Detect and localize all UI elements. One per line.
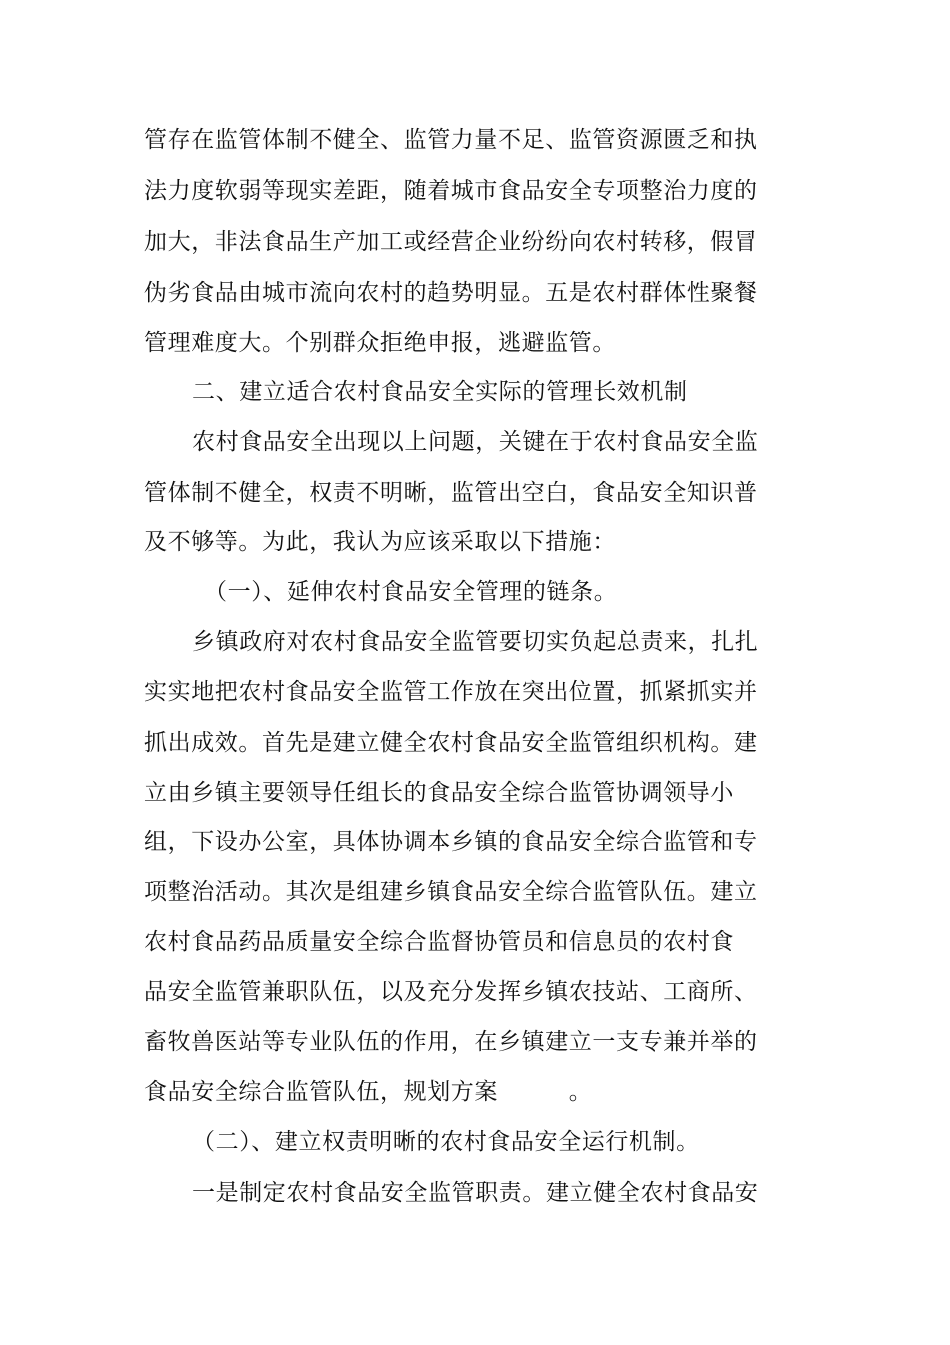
body-text-line: 品安全监管兼职队伍，以及充分发挥乡镇农技站、工商所、 <box>144 979 758 1005</box>
body-text-line: 管理难度大。个别群众拒绝申报，逃避监管。 <box>144 330 616 356</box>
body-text-line: 农村食品安全出现以上问题，关键在于农村食品安全监 <box>192 429 759 455</box>
body-text-line: 组，下设办公室，具体协调本乡镇的食品安全综合监管和专 <box>144 829 758 855</box>
body-text-line: 抓出成效。首先是建立健全农村食品安全监管组织机构。建 <box>144 730 758 756</box>
body-text-line: 法力度软弱等现实差距，随着城市食品安全专项整治力度的 <box>144 178 758 204</box>
body-text-line: 加大，非法食品生产加工或经营企业纷纷向农村转移，假冒 <box>144 229 758 255</box>
body-text-line: 实实地把农村食品安全监管工作放在突出位置，抓紧抓实并 <box>144 679 758 705</box>
body-text-line: 伪劣食品由城市流向农村的趋势明显。五是农村群体性聚餐 <box>144 280 758 306</box>
body-text-line: 食品安全综合监管队伍，规划方案 。 <box>144 1079 593 1105</box>
body-text-line: 一是制定农村食品安全监管职责。建立健全农村食品安 <box>192 1180 759 1206</box>
body-text-line: 项整治活动。其次是组建乡镇食品安全综合监管队伍。建立 <box>144 879 758 905</box>
subsection-heading: （一）、延伸农村食品安全管理的链条。 <box>204 579 618 605</box>
body-text-line: 立由乡镇主要领导任组长的食品安全综合监管协调领导小 <box>144 780 734 806</box>
subsection-heading: （二）、建立权责明晰的农村食品安全运行机制。 <box>192 1129 700 1155</box>
body-text-line: 农村食品药品质量安全综合监督协管员和信息员的农村食 <box>144 929 734 955</box>
body-text-line: 管存在监管体制不健全、监管力量不足、监管资源匮乏和执 <box>144 127 758 153</box>
body-text-line: 乡镇政府对农村食品安全监管要切实负起总责来，扎扎 <box>192 629 759 655</box>
section-heading: 二、建立适合农村食品安全实际的管理长效机制 <box>192 379 688 405</box>
body-text-line: 畜牧兽医站等专业队伍的作用，在乡镇建立一支专兼并举的 <box>144 1029 758 1055</box>
body-text-line: 管体制不健全，权责不明晰，监管出空白，食品安全知识普 <box>144 480 758 506</box>
body-text-line: 及不够等。为此，我认为应该采取以下措施： <box>144 529 616 555</box>
